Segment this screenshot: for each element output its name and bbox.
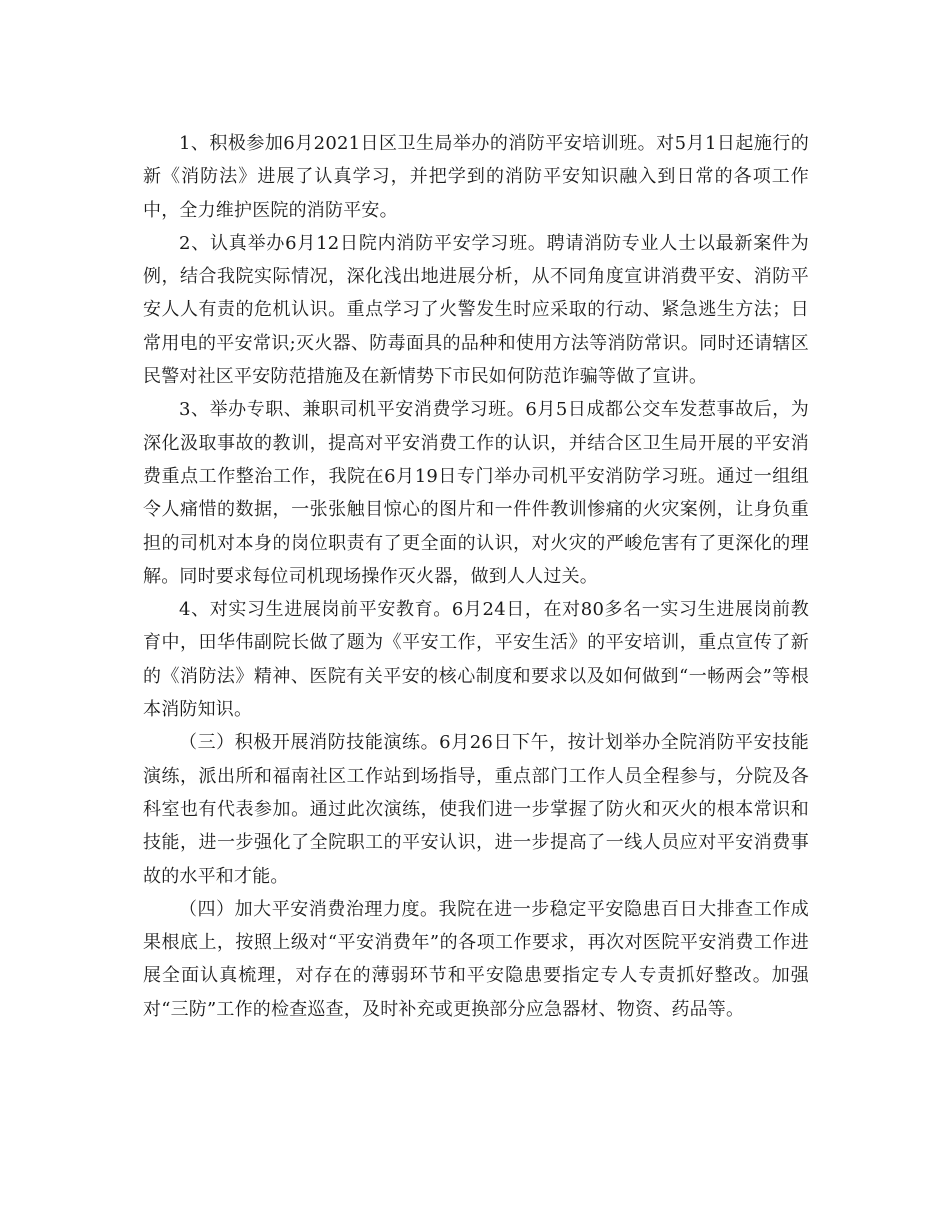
paragraph-internal-study: 2、认真举办6月12日院内消防平安学习班。聘请消防专业人士以最新案件为例，结合我院实际情况，深化浅出地进展分析，从不同角度宣讲消费平安、消防平安人人有责的危机认识。重点学习了火警发生时应采取的行动、紧急逃生方法；日常用电的平安常识;灭火器、防毒面具的品种和使用方法等消防常识。同时还请辖区民警对社区平安防范措施及在新情势下市民如何防范诈骗等做了宣讲。 [143,232,809,388]
paragraph-safety-management: （四）加大平安消费治理力度。我院在进一步稳定平安隐患百日大排查工作成果根底上，按照上级对“平安消费年”的各项工作要求，再次对医院平安消费工作进展全面认真梳理，对存在的薄弱环节和平安隐患要指定专人专责抓好整改。加强对“三防”工作的检查巡查，及时补充或更换部分应急器材、物资、药品等。 [143,898,809,1020]
paragraph-training-course: 1、积极参加6月2021日区卫生局举办的消防平安培训班。对5月1日起施行的新《消防法》进展了认真学习，并把学到的消防平安知识融入到日常的各项工作中，全力维护医院的消防平安。 [143,133,809,221]
paragraph-intern-education: 4、对实习生进展岗前平安教育。6月24日，在对80多名一实习生进展岗前教育中，田华伟副院长做了题为《平安工作，平安生活》的平安培训，重点宣传了新的《消防法》精神、医院有关平安的核心制度和要求以及如何做到“一畅两会”等根本消防知识。 [143,599,809,721]
paragraph-driver-safety: 3、举办专职、兼职司机平安消费学习班。6月5日成都公交车发惹事故后，为深化汲取事故的教训，提高对平安消费工作的认识，并结合区卫生局开展的平安消费重点工作整治工作，我院在6月19日专门举办司机平安消防学习班。通过一组组令人痛惜的数据，一张张触目惊心的图片和一件件教训惨痛的火灾案例，让身负重担的司机对本身的岗位职责有了更全面的认识，对火灾的严峻危害有了更深化的理解。同时要求每位司机现场操作灭火器，做到人人过关。 [143,399,809,587]
document-body [143,127,809,1026]
paragraph-fire-drill: （三）积极开展消防技能演练。6月26日下午，按计划举办全院消防平安技能演练，派出所和福南社区工作站到场指导，重点部门工作人员全程参与，分院及各科室也有代表参加。通过此次演练，使我们进一步掌握了防火和灭火的根本常识和技能，进一步强化了全院职工的平安认识，进一步提高了一线人员应对平安消费事故的水平和才能。 [143,732,809,887]
